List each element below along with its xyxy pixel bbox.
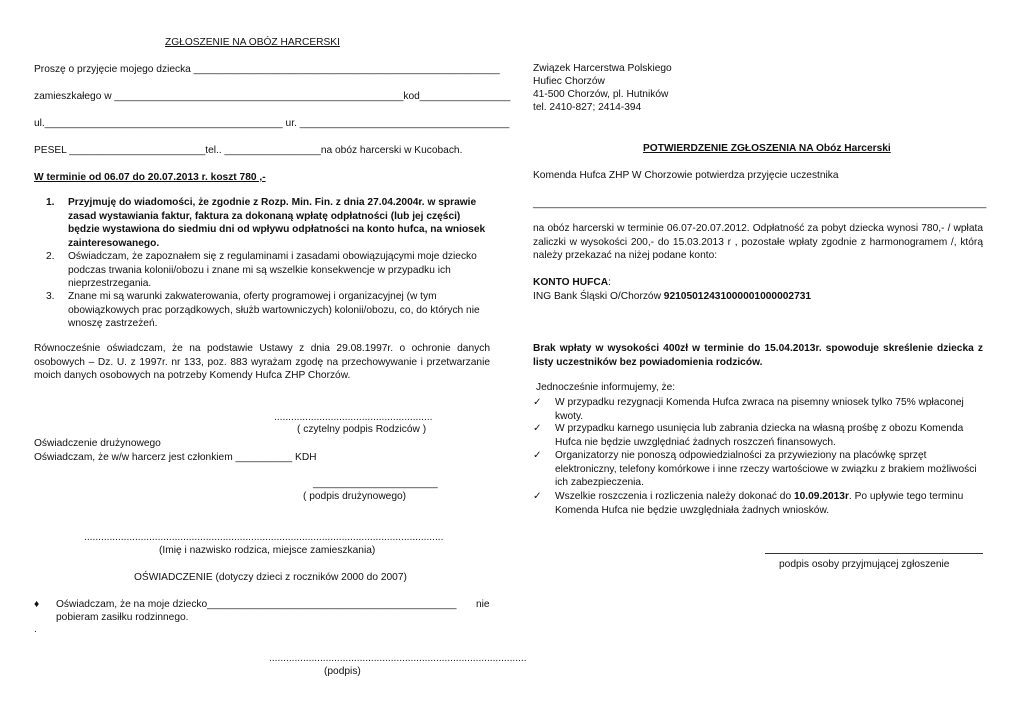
- check-text: W przypadku rezygnacji Komenda Hufca zwraca na pisemny wniosek tylko 75% wpłaconej kwoty.: [555, 397, 964, 422]
- org-line: 41-500 Chorzów, pl. Hutników: [533, 89, 669, 100]
- check-item: [533, 422, 983, 449]
- parent-name-label: (Imię i nazwisko rodzica, miejsce zamieszkania): [159, 545, 376, 556]
- payment-warning: Brak wpłaty w wysokości 400zł w terminie do 15.04.2013r. spowoduje skreślenie dziecka z listy uczestników bez powiadomienia rodziców.: [533, 343, 983, 368]
- check-text: Organizatorzy nie ponoszą odpowiedzialności za przywieziony na placówkę sprzęt elektroniczny, telefony komórkowe i inne rzeczy wartościowe w związku z brakiem możliwości ich zabezpieczenia.: [555, 450, 977, 488]
- pesel-phone-field[interactable]: PESEL ________________________tel.. _________________na obóz harcerski w Kucobach.: [34, 145, 463, 156]
- leader-statement[interactable]: Oświadczam, że w/w harcerz jest członkiem __________ KDH: [34, 452, 317, 463]
- final-signature-dots[interactable]: ...........................................................................................: [269, 653, 527, 664]
- account-label: KONTO HUFCA: [533, 277, 609, 288]
- checkmark-icon: ✓: [533, 450, 542, 461]
- bank-account: [533, 290, 811, 303]
- stray-dot: .: [34, 624, 37, 635]
- list-number: 3.: [46, 291, 55, 302]
- account-colon: :: [608, 277, 611, 288]
- checkmark-icon: ✓: [533, 491, 542, 502]
- account-heading: [533, 276, 611, 289]
- checkmark-icon: ✓: [533, 423, 542, 434]
- address-field[interactable]: zamieszkałego w ___________________________________________________kod________________: [34, 91, 511, 102]
- list-text: Przyjmuję do wiadomości, że zgodnie z Rozp. Min. Fin. z dnia 27.04.2004r. w sprawie zasad wystawiania faktur, faktura za dokonaną wpłatę odpłatności (lub jej części) będzie wystawiona do siedmiu dni od wpływu odpłatności na konto hufca, na wniosek zainteresowanego.: [68, 197, 486, 249]
- receiver-signature-line[interactable]: [765, 553, 983, 554]
- parent-signature-dots[interactable]: ........................................................: [274, 412, 433, 423]
- diamond-bullet-icon: ♦: [34, 599, 40, 610]
- leader-signature-label: ( podpis drużynowego): [303, 491, 407, 502]
- list-item: [46, 196, 488, 250]
- confirmation-title: POTWIERDZENIE ZGŁOSZENIA NA Obóz Harcerski: [643, 143, 891, 154]
- list-number: 2.: [46, 251, 55, 262]
- term-cost: W terminie od 06.07 do 20.07.2013 r. koszt 780 ,-: [34, 172, 266, 183]
- payment-text: na obóz harcerski w terminie 06.07-20.07.2012. Odpłatność za pobyt dziecka wynosi 780,- / wpłata zaliczki w wysokości 200,- do 15.03.2013 r , pozostałe wpłaty zgodnie z harmonogramem /, którą należy przekazać na niżej podane konto:: [533, 223, 983, 261]
- list-number: 1.: [46, 197, 55, 208]
- list-text: Znane mi są warunki zakwaterowania, oferty programowej i organizacyjnej (w tym obowiązkowych prac porządkowych, służb wartowniczych) kolonii/obozu, co, do których nie wnoszę zastrzeżeń.: [68, 291, 480, 329]
- check-item: [533, 490, 983, 517]
- leader-heading: Oświadczenie drużynowego: [34, 438, 161, 449]
- parent-name-dots[interactable]: ...............................................................................................................................: [84, 532, 444, 543]
- declaration-text-continued: pobieram zasiłku rodzinnego.: [56, 612, 189, 623]
- check-item: [533, 396, 983, 423]
- check-text-a: Wszelkie roszczenia i rozliczenia należy dokonać do: [555, 491, 794, 502]
- deadline-date: 10.09.2013r: [793, 491, 849, 502]
- parent-signature-label: ( czytelny podpis Rodziców ): [297, 424, 427, 435]
- check-text-b: . Po upływie tego terminu Komenda Hufca nie będzie uwzględniała żadnych wniosków.: [555, 491, 964, 516]
- declaration-text[interactable]: Oświadczam, że na moje dziecko____________________________________________: [56, 599, 457, 610]
- checkmark-icon: ✓: [533, 397, 542, 408]
- street-birthdate-field[interactable]: ul.__________________________________________ ur. _____________________________________: [34, 118, 510, 129]
- participant-blank[interactable]: ________________________________________________________________________________: [533, 198, 987, 209]
- receiver-signature-label: podpis osoby przyjmującej zgłoszenie: [779, 559, 950, 570]
- org-line: Związek Harcerstwa Polskiego: [533, 63, 672, 74]
- org-line: Hufiec Chorzów: [533, 76, 605, 87]
- list-text: Oświadczam, że zapoznałem się z regulaminami i zasadami obowiązującymi moje dziecko podczas trwania kolonii/obozu i znane mi są wszelkie konsekwencje w przypadku ich nieprzestrzegania.: [68, 251, 477, 289]
- bank-name: ING Bank Śląski O/Chorzów: [533, 291, 664, 302]
- final-signature-label: (podpis): [324, 666, 361, 677]
- bank-number: 92105012431000001000002731: [663, 291, 812, 302]
- check-text: W przypadku karnego usunięcia lub zabrania dziecka na własną prośbę z obozu Komenda Hufca nie będzie uwzględniać żadnych roszczeń finansowych.: [555, 423, 964, 448]
- declaration-title: OŚWIADCZENIE (dotyczy dzieci z roczników 2000 do 2007): [134, 572, 407, 583]
- check-item: [533, 449, 983, 490]
- leader-signature-line[interactable]: ______________________: [313, 478, 438, 489]
- list-item: [46, 250, 488, 291]
- child-name-field[interactable]: Proszę o przyjęcie mojego dziecka ______________________________________________________: [34, 64, 500, 75]
- data-consent: Równocześnie oświadczam, że na podstawie Ustawy z dnia 29.08.1997r. o ochronie danych osobowych – Dz. U. z 1997r. nr 133, poz. 883 wyrażam zgodę na przechowywanie i przetwarzanie moich danych osobowych na potrzeby Komendy Hufca ZHP Chorzów.: [34, 343, 490, 381]
- declaration-text-end: nie: [476, 599, 490, 610]
- list-item: [46, 290, 488, 331]
- form-title: ZGŁOSZENIE NA OBÓZ HARCERSKI: [165, 37, 340, 48]
- org-line: tel. 2410-827; 2414-394: [533, 102, 642, 113]
- inform-heading: Jednocześnie informujemy, że:: [536, 382, 676, 393]
- confirmation-line: Komenda Hufca ZHP W Chorzowie potwierdza przyjęcie uczestnika: [533, 170, 839, 181]
